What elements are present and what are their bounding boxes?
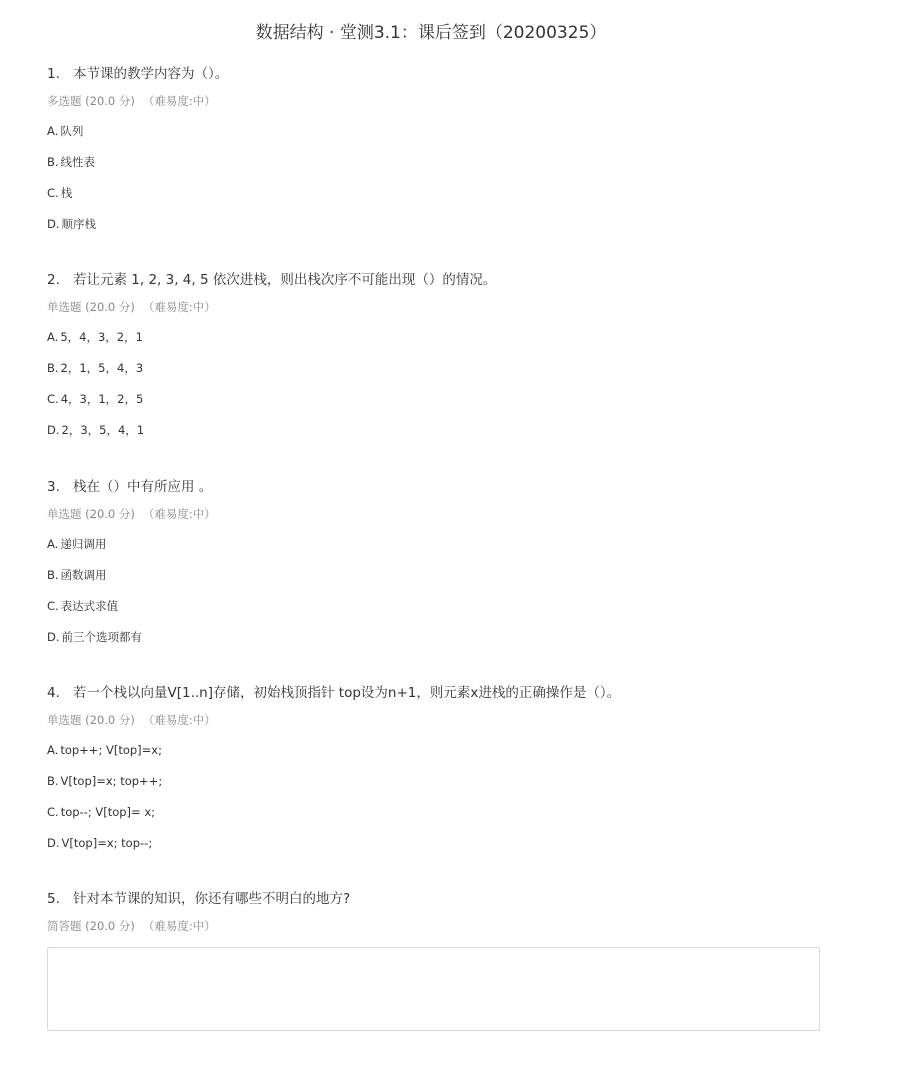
- option-a[interactable]: [47, 536, 847, 567]
- option-b[interactable]: [47, 567, 847, 598]
- question-difficulty: （难易度:中）: [142, 919, 216, 933]
- option-a[interactable]: [47, 329, 847, 360]
- question-2: [47, 270, 847, 453]
- question-difficulty: （难易度:中）: [142, 94, 216, 108]
- option-letter: D.: [47, 423, 60, 437]
- option-text: 线性表: [60, 155, 96, 169]
- page-title: 数据结构 · 堂测3.1：课后签到（20200325）: [255, 23, 607, 43]
- option-text: 队列: [60, 124, 84, 138]
- option-text: 顺序栈: [61, 217, 97, 231]
- question-type: 单选题: [47, 713, 82, 727]
- option-d[interactable]: [47, 629, 847, 660]
- question-meta: [47, 299, 847, 315]
- option-text: 递归调用: [60, 537, 107, 551]
- option-text: 栈: [60, 186, 73, 200]
- question-type: 简答题: [47, 919, 82, 933]
- option-letter: D.: [47, 836, 60, 850]
- option-text: V[top]=x; top++;: [60, 774, 163, 788]
- question-number: 1.: [47, 66, 60, 82]
- question-number: 5.: [47, 891, 60, 907]
- question-text: 若一个栈以向量V[1..n]存储，初始栈顶指针 top设为n+1，则元素x进栈的正确操作是（）。: [73, 685, 621, 701]
- option-text: 前三个选项都有: [61, 630, 143, 644]
- question-difficulty: （难易度:中）: [142, 713, 216, 727]
- option-text: 2，1，5，4，3: [60, 361, 144, 375]
- question-score: (20.0 分): [85, 713, 135, 727]
- question-difficulty: （难易度:中）: [142, 507, 216, 521]
- option-letter: A.: [47, 743, 59, 757]
- question-stem: [47, 477, 847, 497]
- option-letter: B.: [47, 774, 59, 788]
- option-letter: C.: [47, 599, 59, 613]
- option-letter: A.: [47, 537, 59, 551]
- question-text: 本节课的教学内容为（）。: [73, 66, 229, 82]
- option-list: [47, 742, 847, 866]
- question-difficulty: （难易度:中）: [142, 300, 216, 314]
- option-letter: B.: [47, 361, 59, 375]
- question-meta: [47, 918, 847, 934]
- option-letter: B.: [47, 568, 59, 582]
- question-score: (20.0 分): [85, 919, 135, 933]
- question-meta: [47, 93, 847, 109]
- question-number: 2.: [47, 272, 60, 288]
- option-c[interactable]: [47, 598, 847, 629]
- option-letter: A.: [47, 330, 59, 344]
- option-text: 2，3，5，4，1: [61, 423, 145, 437]
- question-text: 针对本节课的知识，你还有哪些不明白的地方?: [73, 891, 351, 907]
- option-text: top++; V[top]=x;: [60, 743, 162, 757]
- answer-textarea[interactable]: [47, 947, 820, 1031]
- question-stem: [47, 270, 847, 290]
- question-1: [47, 64, 847, 247]
- question-4: [47, 683, 847, 866]
- option-b[interactable]: [47, 154, 847, 185]
- option-c[interactable]: [47, 804, 847, 835]
- question-stem: [47, 64, 847, 84]
- question-type: 单选题: [47, 300, 82, 314]
- option-list: [47, 123, 847, 247]
- question-score: (20.0 分): [85, 507, 135, 521]
- option-text: 4，3，1，2，5: [60, 392, 144, 406]
- question-number: 4.: [47, 685, 60, 701]
- option-list: [47, 536, 847, 660]
- question-meta: [47, 506, 847, 522]
- option-letter: B.: [47, 155, 59, 169]
- option-text: top--; V[top]= x;: [60, 805, 156, 819]
- option-a[interactable]: [47, 742, 847, 773]
- option-b[interactable]: [47, 773, 847, 804]
- option-c[interactable]: [47, 185, 847, 216]
- question-text: 若让元素 1, 2, 3, 4, 5 依次进栈，则出栈次序不可能出现（）的情况。: [73, 272, 497, 288]
- option-d[interactable]: [47, 835, 847, 866]
- option-b[interactable]: [47, 360, 847, 391]
- option-d[interactable]: [47, 216, 847, 247]
- option-text: 函数调用: [60, 568, 107, 582]
- option-text: 5，4，3，2，1: [60, 330, 143, 344]
- question-type: 多选题: [47, 94, 82, 108]
- question-meta: [47, 712, 847, 728]
- option-letter: D.: [47, 217, 60, 231]
- question-stem: [47, 889, 847, 909]
- option-letter: C.: [47, 186, 59, 200]
- option-text: V[top]=x; top--;: [61, 836, 153, 850]
- option-letter: D.: [47, 630, 60, 644]
- question-text: 栈在（）中有所应用 。: [73, 479, 213, 495]
- question-3: [47, 477, 847, 660]
- question-score: (20.0 分): [85, 94, 135, 108]
- option-d[interactable]: [47, 422, 847, 453]
- question-number: 3.: [47, 479, 60, 495]
- option-letter: A.: [47, 124, 59, 138]
- option-text: 表达式求值: [60, 599, 119, 613]
- option-letter: C.: [47, 392, 59, 406]
- option-c[interactable]: [47, 391, 847, 422]
- question-type: 单选题: [47, 507, 82, 521]
- question-stem: [47, 683, 847, 703]
- option-a[interactable]: [47, 123, 847, 154]
- question-5: [47, 889, 847, 1031]
- option-list: [47, 329, 847, 453]
- question-score: (20.0 分): [85, 300, 135, 314]
- option-letter: C.: [47, 805, 59, 819]
